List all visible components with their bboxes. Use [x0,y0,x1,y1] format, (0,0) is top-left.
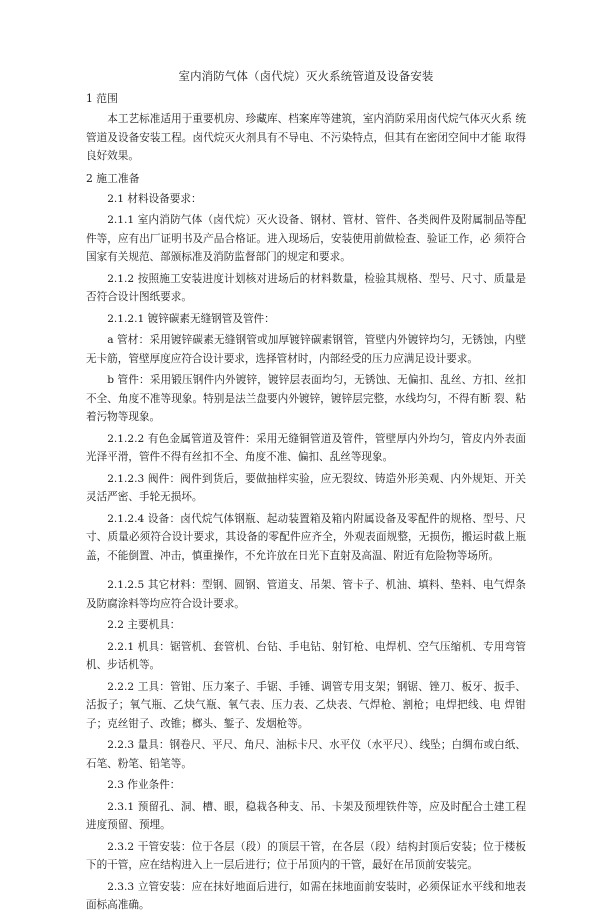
paragraph: 2.3.3 立管安装：应在抹好地面后进行，如需在抹地面前安装时，必须保证水平线和地表面标高准确。 [86,880,526,911]
paragraph: 2.2 主要机具： [107,619,181,631]
paragraph: 2.1.2.5 其它材料：型钢、圆钢、管道支、吊架、管卡子、机油、填料、垫料、电气焊条及防腐涂料等均应符合设计要求。 [86,579,526,610]
paragraph: 2.1.2.1 镀锌碳素无缝钢管及管件： [107,312,275,325]
paragraph: 2.1.1 室内消防气体（卤代烷）灭火设备、钢材、管材、管件、各类阀件及附属制品等配件等，应有出厂证明书及产品合格证。进入现场后，安装使用前做检查、验证工作，必 须符合国家有关规范、部颁标准及消防监督部门的规定和要求。 [86,214,526,263]
document-title: 室内消防气体（卤代烷）灭火系统管道及设备安装 [178,69,434,83]
paragraph: 2.3 作业条件： [107,779,181,791]
paragraph: 2.2.3 量具：钢卷尺、平尺、角尺、油标卡尺、水平仪（水平尺）、线坠；白绸布或白纸、石笔、粉笔、铅笔等。 [86,739,526,770]
section-heading-preparation: 2 施工准备 [86,171,140,185]
paragraph: 2.1 材料设备要求： [107,192,202,205]
paragraph: 2.3.1 预留孔、洞、槽、眼，稳栽各种支、吊、卡架及预埋铁件等，应及时配合土建工程进度预留、预埋。 [86,800,526,831]
paragraph: 2.1.2.3 阀件：阀件到货后，要做抽样实验，应无裂纹、铸造外形美观、内外规矩、开关灵活严密、手轮无损坏。 [86,472,526,503]
paragraph: 2.1.2.2 有色金属管道及管件：采用无缝铜管道及管件，管壁厚内外均匀，管皮内外表面光泽平滑，管件不得有丝扣不全、角度不准、偏扣、乱丝等现象。 [86,432,526,463]
paragraph: 2.3.2 干管安装：位于各层（段）的顶层干管，在各层（段）结构封顶后安装；位于楼板下的干管，应在结构进入上一层后进行；位于吊顶内的干管，最好在吊顶前安装完。 [86,840,526,871]
paragraph: b 管件：采用锻压钢件内外镀锌，镀锌层表面均匀，无锈蚀、无偏扣、乱丝、方扣、丝扣不全、角度不准等现象。特别是法兰盘要内外镀锌，镀锌层完整，水线均匀，不得有断 裂、粘着污物等现象。 [86,374,526,423]
spacer [86,568,526,576]
paragraph: 2.2.2 工具：管钳、压力案子、手锯、手锤、调管专用支架；钢锯、锉刀、板牙、扳手、活扳子；氧气瓶、乙炔气瓶、氧气表、压力表、乙炔表、气焊枪、割枪；电焊把线、电 焊钳子；克丝钳子、改锥；榔头、錾子、发烟枪等。 [86,680,526,730]
paragraph: a 管材：采用镀锌碳素无缝钢管或加厚镀锌碳素钢管，管壁内外镀锌均匀，无锈蚀，内壁无卡筋，管壁厚度应符合设计要求，选择管材时，内部经受的压力应满足设计要求。 [86,334,526,365]
section-heading-scope: 1 范围 [86,92,118,105]
paragraph: 本工艺标准适用于重要机房、珍藏库、档案库等建筑，室内消防采用卤代烷气体灭火系 统管道及设备安装工程。卤代烷灭火剂具有不导电、不污染特点，但其有在密闭空间中才能 取得良好效果。 [86,113,526,162]
paragraph: 2.1.2 按照施工安装进度计划核对进场后的材料数量，检验其规格、型号、尺寸、质量是否符合设计图纸要求。 [86,272,526,303]
paragraph: 2.2.1 机具：锯管机、套管机、台钻、手电钻、射钉枪、电焊机、空气压缩机、专用弯管机、步话机等。 [86,640,526,671]
paragraph: 2.1.2.4 设备：卤代烷气体钢瓶、起动装置箱及箱内附属设备及零配件的规格、型号、尺寸、质量必须符合设计要求，其设备的零配件应齐全，外观表面规整，无损伤，搬运时截上瓶盖，不能倒置、冲击，慎重操作，不允许放在日光下直射及高温、附近有危险物等场所。 [86,512,526,562]
